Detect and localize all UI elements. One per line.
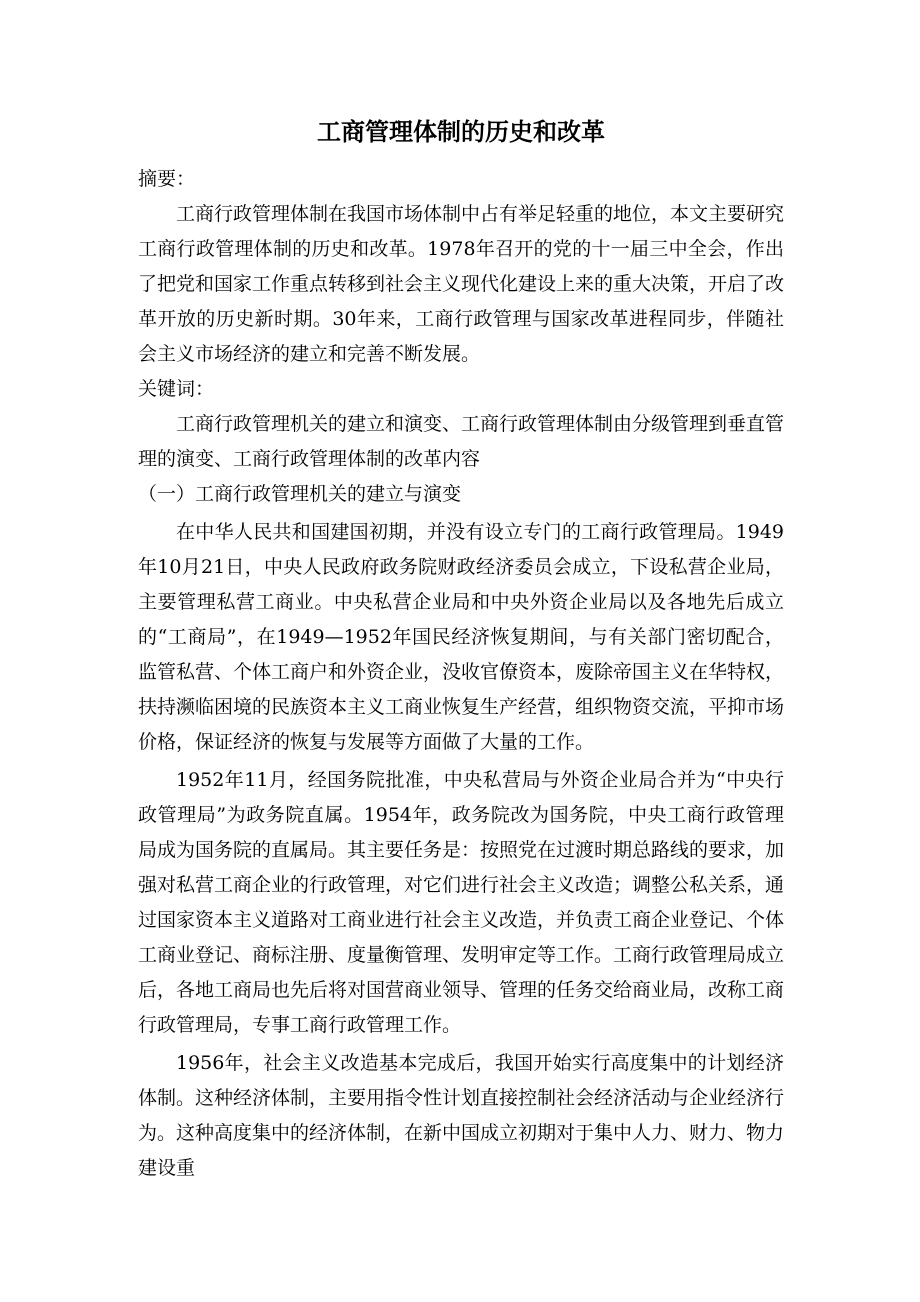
- keywords-text: 工商行政管理机关的建立和演变、工商行政管理体制由分级管理到垂直管理的演变、工商行政管理体制的改革内容: [138, 413, 785, 470]
- section-heading: （一）工商行政管理机关的建立与演变: [138, 483, 462, 505]
- abstract-label: 摘要：: [138, 168, 196, 190]
- abstract-text: 工商行政管理体制在我国市场体制中占有举足轻重的地位，本文主要研究工商行政管理体制的历史和改革。1978年召开的党的十一届三中全会，作出了把党和国家工作重点转移到社会主义现代化建设上来的重大决策，开启了改革开放的历史新时期。30年来，工商行政管理与国家改革进程同步，伴随社会主义市场经济的建立和完善不断发展。: [138, 203, 785, 365]
- body-paragraph: 在中华人民共和国建国初期，并没有设立专门的工商行政管理局。1949年10月21日，中央人民政府政务院财政经济委员会成立，下设私营企业局，主要管理私营工商业。中央私营企业局和中央外资企业局以及各地先后成立的“工商局”，在1949—1952年国民经济恢复期间，与有关部门密切配合，监管私营、个体工商户和外资企业，没收官僚资本，废除帝国主义在华特权，扶持濒临困境的民族资本主义工商业恢复生产经营，组织物资交流，平抑市场价格，保证经济的恢复与发展等方面做了大量的工作。: [138, 521, 785, 753]
- keywords-label: 关键词：: [138, 378, 215, 400]
- document-page: [138, 112, 784, 1186]
- document-title: 工商管理体制的历史和改革: [317, 118, 605, 146]
- body-paragraph: 1956年，社会主义改造基本完成后，我国开始实行高度集中的计划经济体制。这种经济体制，主要用指令性计划直接控制社会经济活动与企业经济行为。这种高度集中的经济体制，在新中国成立初期对于集中人力、财力、物力建设重: [138, 1052, 785, 1179]
- body-paragraph: 1952年11月，经国务院批准，中央私营局与外资企业局合并为“中央行政管理局”为政务院直属。1954年，政务院改为国务院，中央工商行政管理局成为国务院的直属局。其主要任务是：按照党在过渡时期总路线的要求，加强对私营工商企业的行政管理，对它们进行社会主义改造；调整公私关系，通过国家资本主义道路对工商业进行社会主义改造，并负责工商企业登记、个体工商业登记、商标注册、度量衡管理、发明审定等工作。工商行政管理局成立后，各地工商局也先后将对国营商业领导、管理的任务交给商业局，改称工商行政管理局，专事工商行政管理工作。: [138, 769, 785, 1036]
